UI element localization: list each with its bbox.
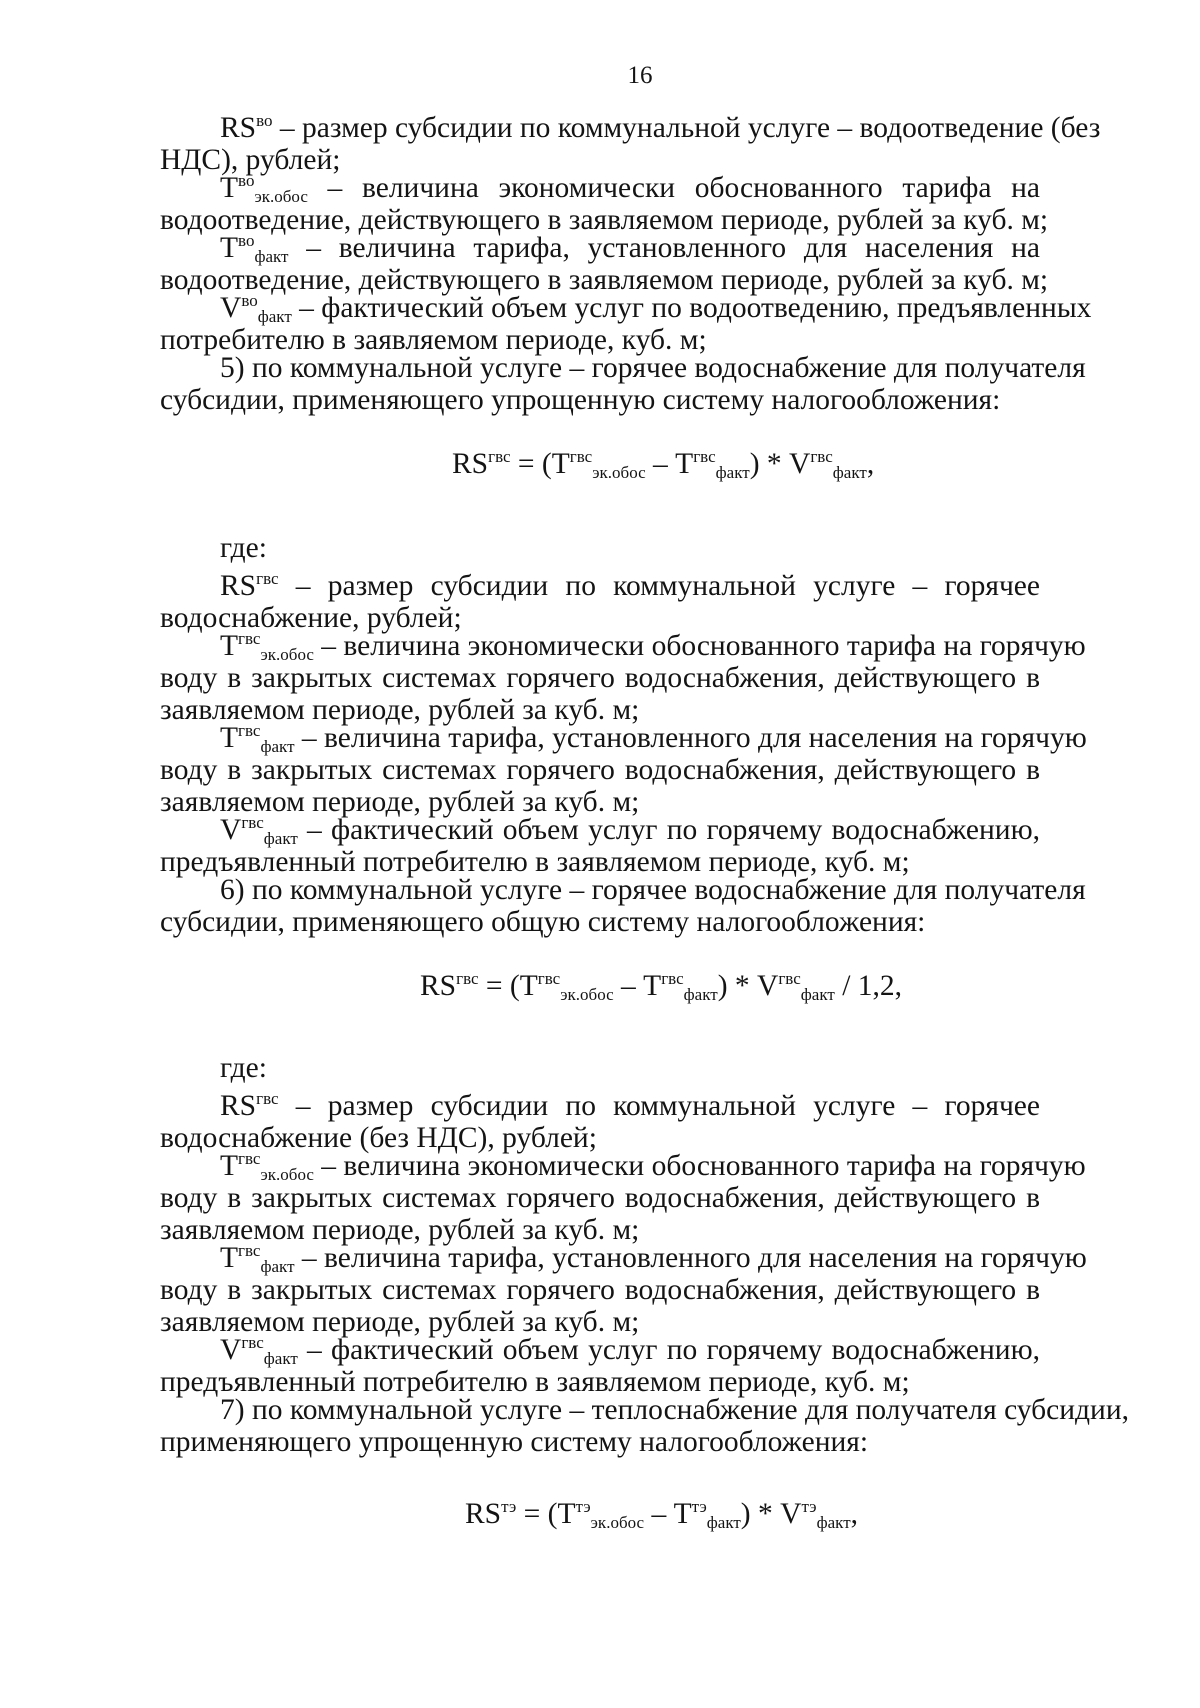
page-number: 16 [627, 62, 653, 89]
definition-rs-gvs: $RS^{гвс}$ – размер субсидии по коммунальной услуге – горячее водоснабжение, рублей; [160, 569, 1040, 634]
definition-t-gvs-fakt-2: $T^{гвс}_{факт}$ – величина тарифа, установленного для населения на горячую воду в закрытых системах горячего водоснабжения, действующего в заявляемом периоде, рублей за куб. м; [160, 1241, 1087, 1338]
definition-t-gvs-ekobos: $T^{гвс}_{эк.обос}$ – величина экономически обоснованного тарифа на горячую воду в закрытых системах горячего водоснабжения, действующего в заявляемом периоде, рублей за куб. м; [160, 629, 1086, 726]
formula-gvs-osn: $RS^{гвс} = (T^{гвс}_{эк.обос} - T^{гвс}_{факт}) * V^{гвс}_{факт} / 1,2$, [420, 969, 903, 1004]
definition-rs-vo: $RS^{во}$ – размер субсидии по коммунальной услуге – водоотведение (без НДС), рублей; [160, 111, 1101, 176]
symbol: RS [220, 112, 257, 144]
formula-gvs-usn: $RS^{гвс} = (T^{гвс}_{эк.обос} - T^{гвс}_{факт}) * V^{гвс}_{факт}$, [452, 447, 875, 482]
formula-te-usn: $RS^{тэ} = (T^{тэ}_{эк.обос} - T^{тэ}_{факт}) * V^{тэ}_{факт}$, [465, 1497, 858, 1532]
definition-t-gvs-fakt: $T^{гвс}_{факт}$ – величина тарифа, установленного для населения на горячую воду в закрытых системах горячего водоснабжения, действующего в заявляемом периоде, рублей за куб. м; [160, 721, 1087, 818]
definition-t-vo-fakt: $T^{во}_{факт}$ – величина тарифа, установленного для населения на водоотведение, действующего в заявляемом периоде, рублей за куб. м; [160, 231, 1049, 296]
where-label: где: [220, 532, 267, 564]
definition-t-gvs-ekobos-2: $T^{гвс}_{эк.обос}$ – величина экономически обоснованного тарифа на горячую воду в закрытых системах горячего водоснабжения, действующего в заявляемом периоде, рублей за куб. м; [160, 1149, 1086, 1246]
definition-t-vo-ekobos: $T^{во}_{эк.обос}$ – величина экономически обоснованного тарифа на водоотведение, действующего в заявляемом периоде, рублей за куб. м; [160, 171, 1049, 236]
definition-rs-gvs-no-vat: $RS^{гвс}$ – размер субсидии по коммунальной услуге – горячее водоснабжение (без НДС), рублей; [160, 1089, 1040, 1154]
symbol: T [220, 172, 239, 204]
item-6: 6) по коммунальной услуге – горячее водоснабжение для получателя субсидии, применяющего общую систему налогообложения: [160, 874, 1086, 938]
item-7: 7) по коммунальной услуге – теплоснабжение для получателя субсидии, применяющего упрощенную систему налогообложения: [160, 1394, 1129, 1458]
symbol-sup: во [256, 111, 273, 130]
definition-v-gvs-fakt: $V^{гвс}_{факт}$ – фактический объем услуг по горячему водоснабжению, предъявленный потребителю в заявляемом периоде, куб. м; [160, 813, 1040, 878]
item-5: 5) по коммунальной услуге – горячее водоснабжение для получателя субсидии, применяющего упрощенную систему налогообложения: [160, 352, 1086, 416]
definition-v-vo-fakt: $V^{во}_{факт}$ – фактический объем услуг по водоотведению, предъявленных потребителю в заявляемом периоде, куб. м; [160, 291, 1092, 356]
definition-v-gvs-fakt-2: $V^{гвс}_{факт}$ – фактический объем услуг по горячему водоснабжению, предъявленный потребителю в заявляемом периоде, куб. м; [160, 1333, 1040, 1398]
where-label-2: где: [220, 1052, 267, 1084]
